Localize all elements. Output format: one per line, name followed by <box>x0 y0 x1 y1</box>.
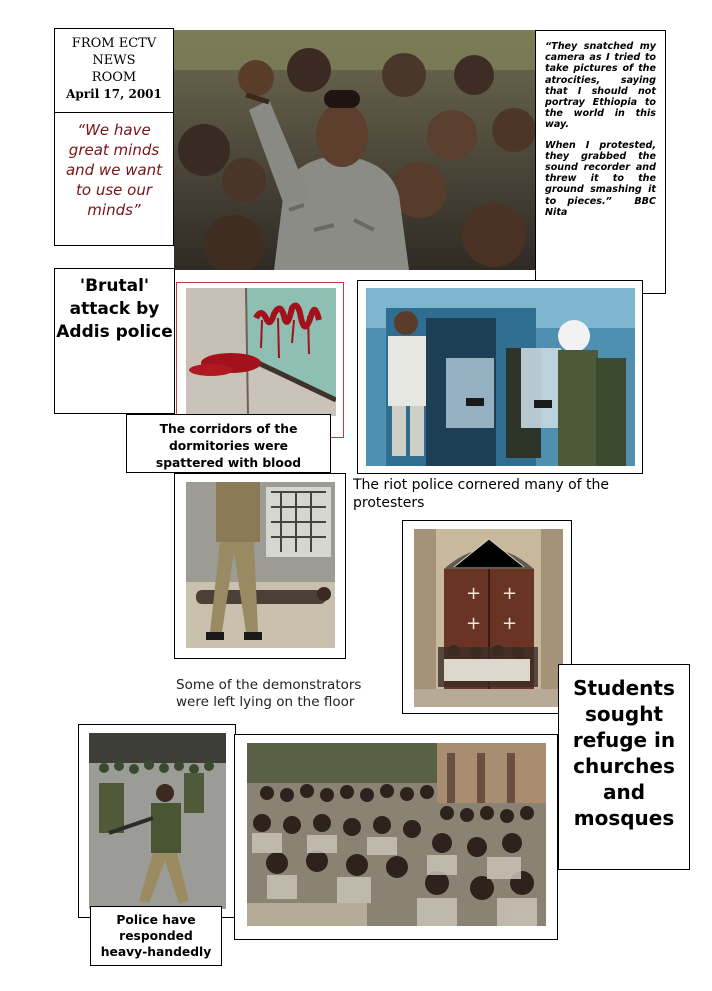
caption-floor-line-2: were left lying on the floor <box>176 694 355 710</box>
bbc-eyewitness-quote <box>535 30 666 294</box>
bbc-quote-attribution: BBC Nita <box>545 195 656 218</box>
officer-on-street-image <box>186 482 335 648</box>
caption-police-heavy-handed: Police have responded heavy-handedly <box>90 906 222 966</box>
riot-police-photo-frame <box>357 280 643 474</box>
hero-photo-protest-crowd <box>174 30 536 270</box>
police-street-photo-frame <box>78 724 236 918</box>
headline-brutal-attack: 'Brutal' attack by Addis police <box>54 268 175 414</box>
caption-blood-corridors: The corridors of the dormitories were spattered with blood <box>126 414 331 473</box>
bbc-quote-paragraph-2 <box>545 140 656 218</box>
svg-text:+: + <box>502 583 518 604</box>
header-line-2: NEWS <box>92 53 136 68</box>
pull-quote: “We have great minds and we want to use our minds” <box>54 112 174 246</box>
blood-corridor-photo <box>186 288 336 416</box>
protest-crowd-image <box>174 30 536 270</box>
students-sitting-image <box>247 743 546 926</box>
police-street-image <box>89 733 226 909</box>
source-header <box>54 28 174 116</box>
header-line-1: FROM ECTV <box>71 36 157 51</box>
police-street-photo <box>89 733 226 909</box>
riot-police-image <box>366 288 635 466</box>
caption-riot-police: The riot police cornered many of the protesters <box>353 477 610 511</box>
church-doors-photo <box>414 529 563 707</box>
svg-text:+: + <box>502 613 518 634</box>
church-doors-image <box>414 529 563 707</box>
officer-on-street-photo <box>186 482 335 648</box>
header-date: April 17, 2001 <box>66 87 162 101</box>
church-photo-frame <box>402 520 572 714</box>
blood-corridor-image <box>186 288 336 416</box>
header-line-3: ROOM <box>91 70 137 85</box>
bbc-quote-paragraph-1: “They snatched my camera as I tried to take pictures of the atrocities, saying that I should not portray Ethiopia to the world in this way. <box>545 41 656 131</box>
students-sitting-photo <box>247 743 546 926</box>
student-crowd-photo-frame <box>234 734 558 940</box>
svg-text:+: + <box>466 613 482 634</box>
svg-text:+: + <box>466 583 482 604</box>
caption-demonstrators-floor <box>176 677 386 711</box>
officer-photo-frame <box>174 473 346 659</box>
caption-floor-line-1: Some of the demonstrators <box>176 677 362 693</box>
bbc-quote-paragraph-2-text: When I protested, they grabbed the sound recorder and threw it to the ground smashing it to pieces.” <box>545 139 656 207</box>
headline-students-refuge: Students sought refuge in churches and mosques <box>558 664 690 870</box>
riot-police-photo <box>366 288 635 466</box>
